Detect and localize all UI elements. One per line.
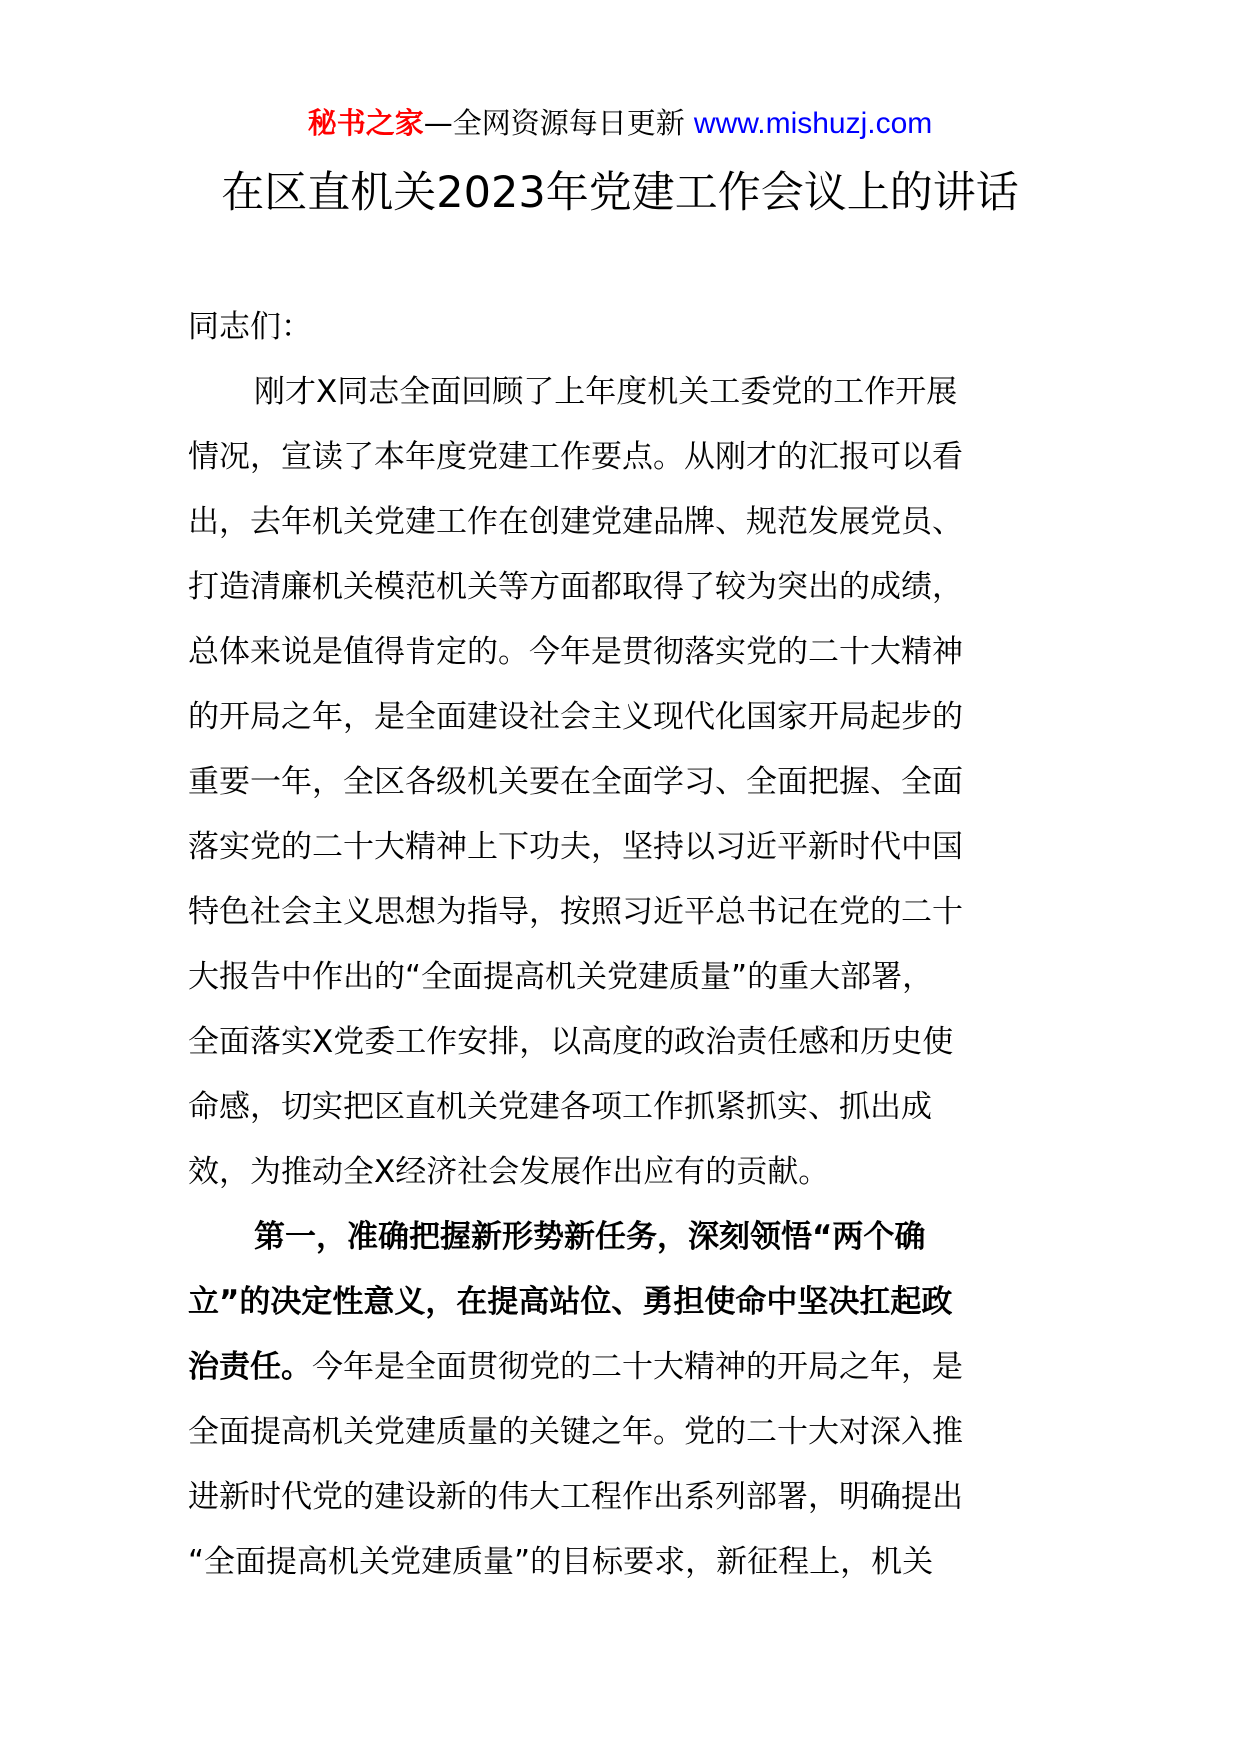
paragraph-line: 特色社会主义思想为指导，按照习近平总书记在党的二十 <box>188 894 963 930</box>
paragraph-line: 情况，宣读了本年度党建工作要点。从刚才的汇报可以看 <box>188 439 963 475</box>
paragraph-line: 进新时代党的建设新的伟大工程作出系列部署，明确提出 <box>188 1479 963 1515</box>
paragraph-line: 效，为推动全X经济社会发展作出应有的贡献。 <box>188 1154 830 1190</box>
paragraph-line: 出，去年机关党建工作在创建党建品牌、规范发展党员、 <box>188 504 963 540</box>
paragraph-line: 的开局之年，是全面建设社会主义现代化国家开局起步的 <box>188 699 963 735</box>
brand-name: 秘书之家 <box>307 106 424 140</box>
site-url-link[interactable]: www.mishuzj.com <box>693 107 933 140</box>
section-heading-line: 第一，准确把握新形势新任务，深刻领悟“两个确 <box>254 1219 926 1255</box>
paragraph-line: 打造清廉机关模范机关等方面都取得了较为突出的成绩， <box>188 569 963 605</box>
paragraph-line: 全面落实X党委工作安排，以高度的政治责任感和历史使 <box>188 1024 954 1060</box>
paragraph-line: 大报告中作出的“全面提高机关党建质量”的重大部署， <box>188 959 934 995</box>
site-banner <box>0 103 1240 144</box>
paragraph-line: 总体来说是值得肯定的。今年是贯彻落实党的二十大精神 <box>188 634 963 670</box>
paragraph-line: 重要一年，全区各级机关要在全面学习、全面把握、全面 <box>188 764 963 800</box>
section-heading-line: 立”的决定性意义，在提高站位、勇担使命中坚决扛起政 <box>188 1284 953 1320</box>
banner-tagline: —全网资源每日更新 <box>423 106 694 140</box>
document-body <box>188 295 1058 1595</box>
document-title: 在区直机关2023年党建工作会议上的讲话 <box>221 168 1019 218</box>
paragraph-line: 命感，切实把区直机关党建各项工作抓紧抓实、抓出成 <box>188 1089 932 1125</box>
paragraph-line: 刚才X同志全面回顾了上年度机关工委党的工作开展 <box>254 374 958 410</box>
paragraph-line: 全面提高机关党建质量的关键之年。党的二十大对深入推 <box>188 1414 963 1450</box>
salutation: 同志们： <box>188 309 312 345</box>
paragraph-line: 落实党的二十大精神上下功夫，坚持以习近平新时代中国 <box>188 829 963 865</box>
section-heading-tail: 治责任。 <box>188 1349 312 1385</box>
section-body-start: 今年是全面贯彻党的二十大精神的开局之年，是 <box>312 1349 963 1385</box>
paragraph-line: “全面提高机关党建质量”的目标要求，新征程上，机关 <box>188 1544 934 1580</box>
section-mixed-line <box>188 1335 1058 1400</box>
